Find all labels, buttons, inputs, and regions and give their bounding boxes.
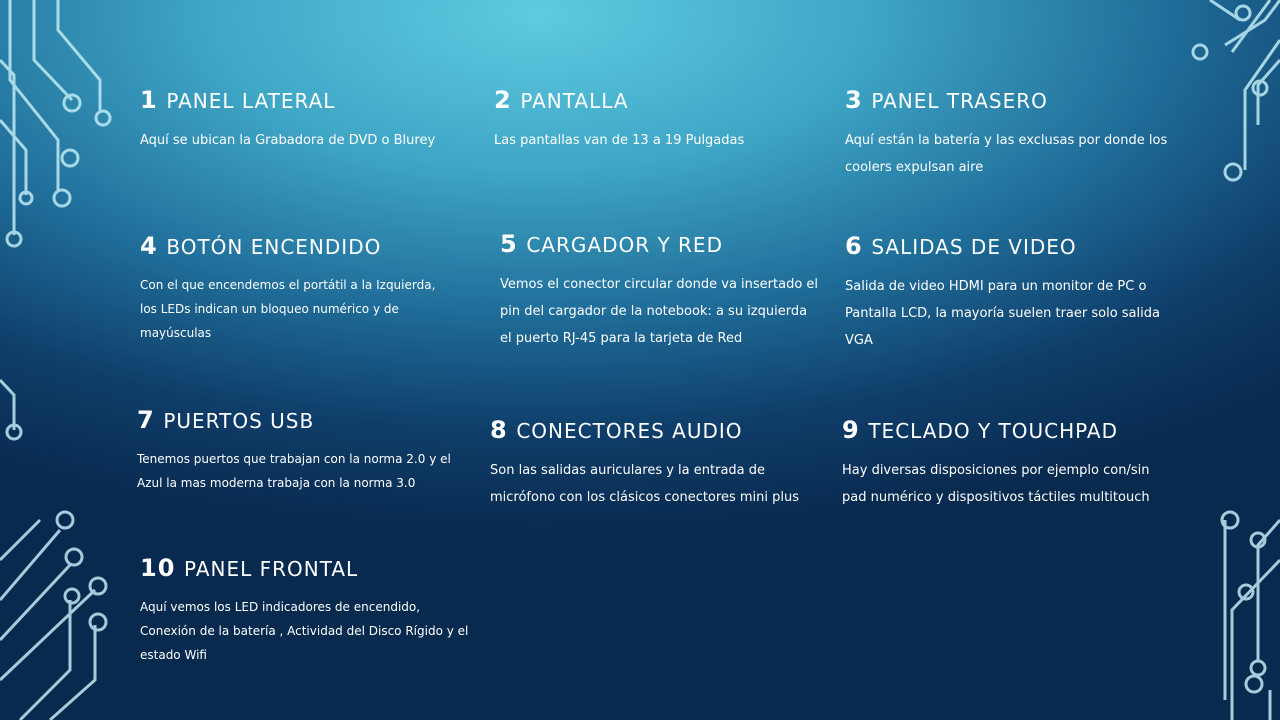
item-title: 2 PANTALLA (494, 86, 629, 114)
item-description: Las pantallas van de 13 a 19 Pulgadas (494, 133, 745, 148)
item-6 (845, 232, 1175, 354)
item-description: Son las salidas auriculares y la entrada de micrófono con los clásicos conectores mini plus (490, 463, 799, 505)
item-description: Aquí están la batería y las exclusas por donde los coolers expulsan aire (845, 133, 1168, 175)
item-description: Salida de video HDMI para un monitor de PC o Pantalla LCD, la mayoría suelen traer solo salida VGA (845, 279, 1160, 348)
item-title: 9 TECLADO Y TOUCHPAD (842, 416, 1118, 444)
item-title: 3 PANEL TRASERO (845, 86, 1048, 114)
item-description: Con el que encendemos el portátil a la Izquierda, los LEDs indican un bloqueo numérico y de mayúsculas (140, 278, 436, 340)
item-description: Vemos el conector circular donde va insertado el pin del cargador de la notebook: a su izquierda el puerto RJ-45 para la tarjeta de Red (500, 277, 819, 346)
item-description: Hay diversas disposiciones por ejemplo con/sin pad numérico y dispositivos táctiles multitouch (842, 463, 1150, 505)
item-title: 8 CONECTORES AUDIO (490, 416, 743, 444)
item-title: 10 PANEL FRONTAL (140, 554, 359, 582)
item-1 (140, 86, 470, 154)
item-description: Aquí vemos los LED indicadores de encendido, Conexión de la batería , Actividad del Disco Rígido y el estado Wifi (140, 600, 469, 662)
item-title: 7 PUERTOS USB (137, 406, 315, 434)
item-7 (137, 406, 457, 495)
item-description: Tenemos puertos que trabajan con la norma 2.0 y el Azul la mas moderna trabaja con la norma 3.0 (137, 452, 451, 490)
item-9 (842, 416, 1172, 511)
item-2 (494, 86, 824, 154)
item-5 (500, 230, 820, 352)
item-title: 4 BOTÓN ENCENDIDO (140, 232, 382, 260)
item-3 (845, 86, 1175, 181)
item-title: 6 SALIDAS DE VIDEO (845, 232, 1077, 260)
item-8 (490, 416, 810, 511)
item-title: 5 CARGADOR Y RED (500, 230, 723, 258)
item-4 (140, 232, 440, 345)
item-description: Aquí se ubican la Grabadora de DVD o Blurey (140, 133, 436, 148)
item-title: 1 PANEL LATERAL (140, 86, 336, 114)
item-10 (140, 554, 470, 667)
